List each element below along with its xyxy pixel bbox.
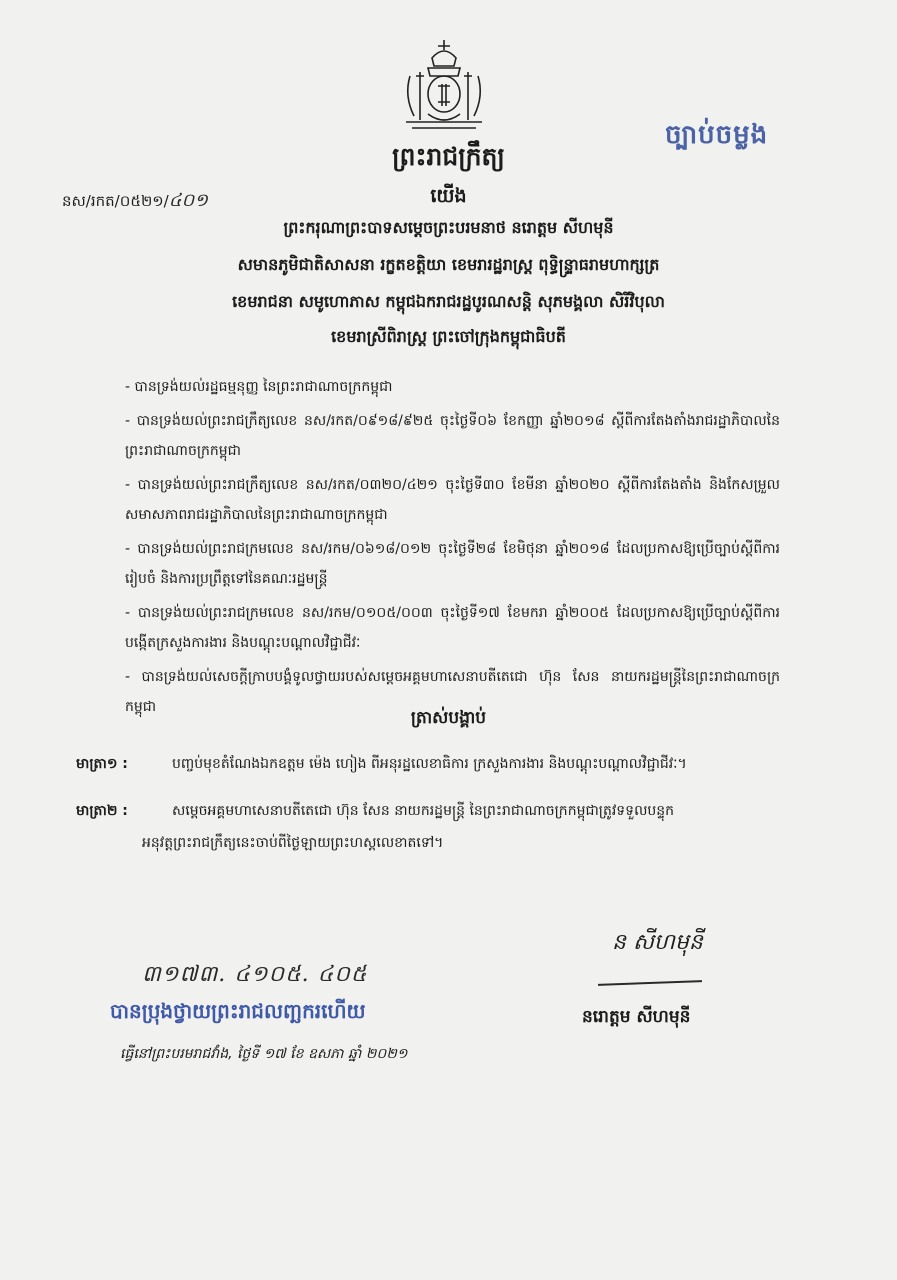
article-1 bbox=[76, 748, 806, 780]
clause-item: - បានទ្រង់យល់រដ្ឋធម្មនុញ្ញ នៃព្រះរាជាណាចក្រកម្ពុជា bbox=[125, 379, 393, 395]
royal-seal-stamp: បានប្រុងថ្វាយព្រះរាជលញ្ឆករហើយ bbox=[110, 999, 366, 1023]
king-title-line: ខេមរាជនា សមូហោភាស កម្ពុជឯករាជរដ្ឋបូរណសន្តិ សុភមង្គលា សិរីវិបុលា bbox=[232, 292, 665, 311]
royal-signature: ន សីហមុនី bbox=[612, 930, 703, 955]
king-title-line: សមានភូមិជាតិសាសនា រក្ខតខត្តិយា ខេមរារដ្ឋរាស្ត្រ ពុទ្ធិន្ទ្រាធរាមហាក្សត្រ bbox=[237, 255, 660, 274]
clause-item: - បានទ្រង់យល់សេចក្តីក្រាបបង្គំទូលថ្វាយរបស់សម្តេចអគ្គមហាសេនាបតីតេជោ ហ៊ុន សែន នាយករដ្ឋមន្ត្រីនៃព្រះរាជាណាចក្រកម្ពុជា bbox=[125, 669, 780, 715]
document-type-heading: ព្រះរាជក្រឹត្យ bbox=[392, 142, 505, 171]
clause-item: - បានទ្រង់យល់ព្រះរាជក្រឹត្យលេខ នស/រកត/០៩១៨/៩២៥ ចុះថ្ងៃទី០៦ ខែកញ្ញា ឆ្នាំ២០១៨ ស្តីពីការតែងតាំងរាជរដ្ឋាភិបាលនៃព្រះរាជាណាចក្រកម្ពុជា bbox=[125, 413, 780, 459]
article-2 bbox=[76, 795, 806, 859]
article-text: បញ្ចប់មុខតំណែងឯកឧត្តម ម៉េង ហៀង ពីអនុរដ្ឋលេខាធិការ ក្រសួងការងារ និងបណ្តុះបណ្តាលវិជ្ជាជីវៈ។ bbox=[172, 756, 687, 772]
clause-item: - បានទ្រង់យល់ព្រះរាជក្រឹត្យលេខ នស/រកត/០៣២០/៤២១ ចុះថ្ងៃទី៣០ ខែមីនា ឆ្នាំ២០២០ ស្តីពីការតែងតាំង និងកែសម្រួលសមាសភាពរាជរដ្ឋាភិបាលនៃព្រះរាជាណាចក្រកម្ពុជា bbox=[125, 477, 780, 523]
clause-item: - បានទ្រង់យល់ព្រះរាជក្រមលេខ នស/រកម/០៦១៨/០១២ ចុះថ្ងៃទី២៨ ខែមិថុនា ឆ្នាំ២០១៨ ដែលប្រកាសឱ្យប្រើច្បាប់ស្តីពីការរៀបចំ និងការប្រព្រឹត្តទៅនៃគណៈរដ្ឋមន្ត្រី bbox=[125, 541, 780, 587]
place-and-date: ធ្វើនៅព្រះបរមរាជវាំង, ថ្ងៃទី ១៧ ខែ ឧសភា ឆ្នាំ ២០២១ bbox=[120, 1046, 408, 1062]
signature-line bbox=[598, 980, 702, 986]
article-text-continuation: អនុវត្តព្រះរាជក្រឹត្យនេះចាប់ពីថ្ងៃឡាយព្រះហស្តលេខាតទៅ។ bbox=[142, 835, 444, 851]
royal-emblem-icon bbox=[398, 36, 490, 136]
decree-heading: ត្រាស់បង្គាប់ bbox=[410, 708, 487, 728]
signatory-name: នរោត្តម សីហមុនី bbox=[582, 1007, 691, 1027]
clause-item: - បានទ្រង់យល់ព្រះរាជក្រមលេខ នស/រកម/០១០៥/០០៣ ចុះថ្ងៃទី១៧ ខែមករា ឆ្នាំ២០០៥ ដែលប្រកាសឱ្យប្រើច្បាប់ស្តីពីការបង្កើតក្រសួងការងារ និងបណ្តុះបណ្តាលវិជ្ជាជីវៈ bbox=[125, 605, 780, 651]
article-label: មាត្រា២ : bbox=[76, 803, 128, 819]
king-title-line: ខេមរាស្រីពិរាស្ត្រ ព្រះចៅក្រុងកម្ពុជាធិបតី bbox=[331, 327, 566, 346]
handwritten-reference: ៣១៧៣. ៤១០៥. ៤០៥ bbox=[142, 962, 368, 987]
preamble-clauses bbox=[125, 372, 780, 726]
article-text: សម្តេចអគ្គមហាសេនាបតីតេជោ ហ៊ុន សែន នាយករដ្ឋមន្ត្រី នៃព្រះរាជាណាចក្រកម្ពុជាត្រូវទទួលបន្ទុក bbox=[172, 803, 675, 819]
king-title-line: ព្រះករុណាព្រះបាទសម្តេចព្រះបរមនាថ នរោត្តម សីហមុនី bbox=[283, 218, 614, 237]
reference-number-text: នស/រកត/០៥២១/ bbox=[62, 192, 169, 210]
article-label: មាត្រា១ : bbox=[76, 756, 128, 772]
reference-handwritten: ៤០១ bbox=[168, 190, 208, 211]
we-heading: យើង bbox=[430, 185, 467, 207]
copy-stamp: ច្បាប់ចម្លង bbox=[665, 120, 769, 150]
